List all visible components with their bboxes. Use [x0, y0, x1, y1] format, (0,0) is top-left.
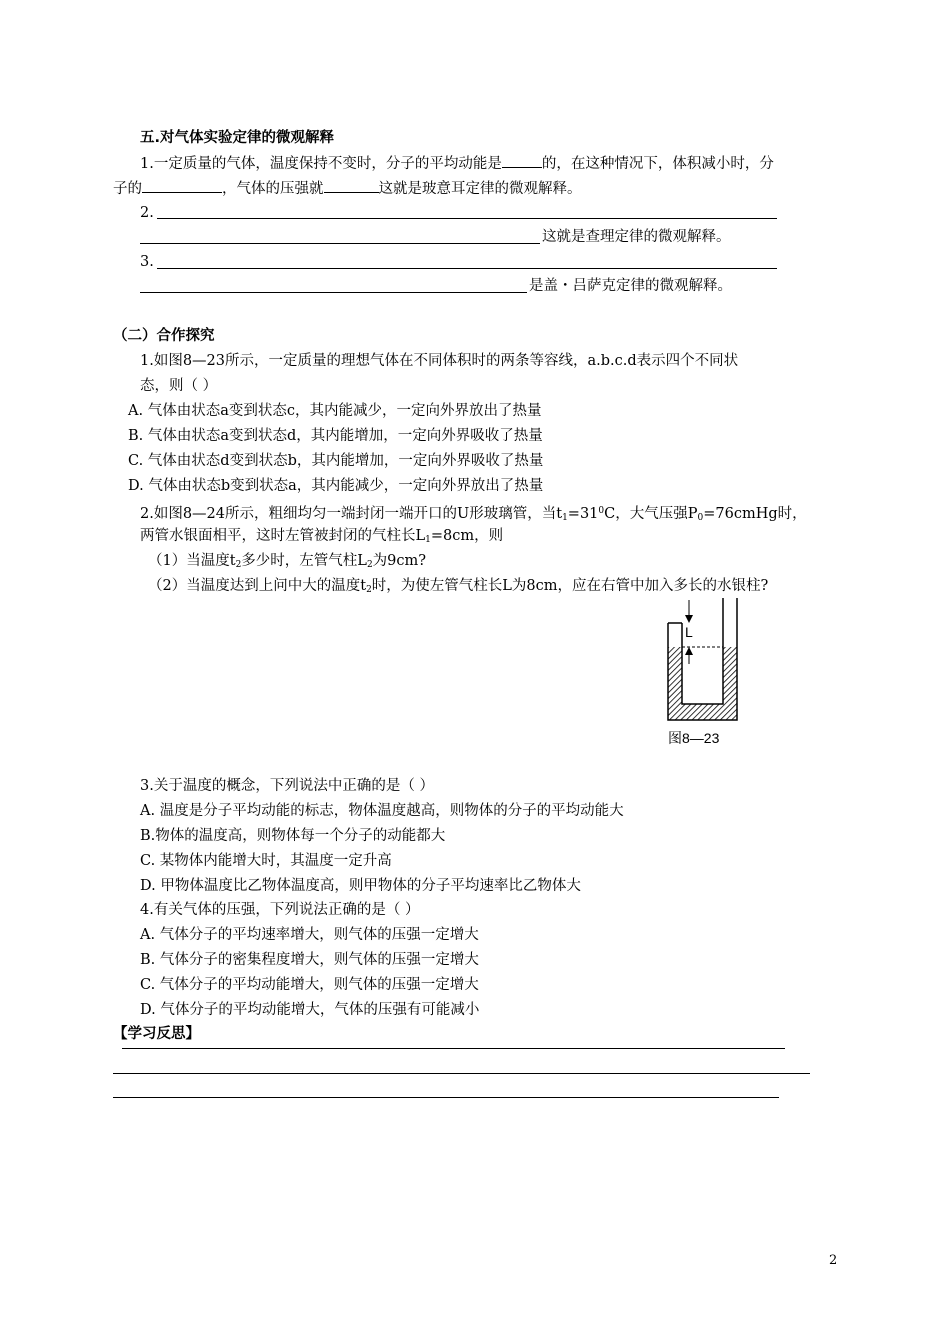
- p2-s2-sub: 2: [366, 585, 372, 595]
- p2-sub-question-1: [148, 551, 426, 575]
- p2-text-d: =76cmHg时，: [703, 506, 807, 522]
- q2-num: 2.: [140, 205, 154, 221]
- p2-sub-question-2: [148, 576, 768, 600]
- p3-option-d[interactable]: D. 甲物体温度比乙物体温度高，则甲物体的分子平均速率比乙物体大: [140, 878, 581, 894]
- reflection-line-2[interactable]: [113, 1073, 810, 1074]
- q3-answer-line-1[interactable]: [157, 268, 777, 269]
- q1-line2: [113, 178, 582, 199]
- q1-blank-2[interactable]: [142, 178, 222, 193]
- q3-num: 3.: [140, 254, 154, 270]
- p3-option-c[interactable]: C. 某物体内能增大时，其温度一定升高: [140, 853, 392, 869]
- p2-cont-sub: 1: [425, 535, 431, 545]
- p3-option-a[interactable]: A. 温度是分子平均动能的标志，物体温度越高，则物体的分子的平均动能大: [140, 803, 624, 819]
- q1-blank-1[interactable]: [502, 153, 542, 168]
- p4-option-a[interactable]: A. 气体分子的平均速率增大，则气体的压强一定增大: [140, 927, 479, 943]
- coop-title: （二）合作探究: [113, 328, 215, 344]
- q2-answer-line-1[interactable]: [157, 218, 777, 219]
- p1-option-c[interactable]: C. 气体由状态d变到状态b，其内能增加，一定向外界吸收了热量: [128, 453, 544, 469]
- page-number: 2: [829, 1253, 838, 1268]
- p1-option-b[interactable]: B. 气体由状态a变到状态d，其内能增加，一定向外界吸收了热量: [128, 428, 543, 444]
- fig-label-l: L: [685, 624, 693, 640]
- q2-tail: 这就是查理定律的微观解释。: [542, 229, 731, 245]
- p1-question-cont: 态，则（ ）: [140, 378, 218, 394]
- p2-question: [140, 501, 807, 528]
- p4-question: 4.有关气体的压强，下列说法正确的是（ ）: [140, 902, 420, 918]
- p2-s2-a: （2）当温度达到上问中大的温度t: [148, 578, 367, 594]
- p4-option-b[interactable]: B. 气体分子的密集程度增大，则气体的压强一定增大: [140, 952, 479, 968]
- q1-blank-3[interactable]: [324, 178, 379, 193]
- p2-s2-b: 时，为使左管气柱长L为8cm，应在右管中加入多长的水银柱?: [371, 578, 769, 594]
- p1-option-d[interactable]: D. 气体由状态b变到状态a，其内能减少，一定向外界放出了热量: [128, 478, 544, 494]
- p4-option-c[interactable]: C. 气体分子的平均动能增大，则气体的压强一定增大: [140, 977, 479, 993]
- section-title: 五.对气体实验定律的微观解释: [140, 130, 335, 146]
- bottom-arrow-head: [685, 647, 693, 655]
- p2-question-cont: [140, 526, 503, 550]
- p2-sub-1: 1: [562, 513, 568, 523]
- reflection-title: 【学习反思】: [113, 1026, 200, 1042]
- p2-cont-b: =8cm，则: [430, 528, 504, 544]
- p2-sup: 0: [598, 506, 605, 516]
- p2-sub-0: 0: [697, 513, 704, 523]
- p2-s1-sub2: 2: [366, 560, 373, 570]
- q3-answer-line-2[interactable]: [140, 292, 527, 293]
- p2-text-b: =31: [567, 506, 599, 522]
- p2-text-c: C，大气压强P: [604, 506, 698, 522]
- p3-question: 3.关于温度的概念，下列说法中正确的是（ ）: [140, 778, 434, 794]
- p3-option-b[interactable]: B.物体的温度高，则物体每一个分子的动能都大: [140, 828, 446, 844]
- q1-text-c: 子的: [113, 181, 142, 197]
- p2-s1-a: （1）当温度t: [148, 553, 236, 569]
- p1-question: 1.如图8—23所示，一定质量的理想气体在不同体积时的两条等容线，a.b.c.d表示四个不同状: [140, 353, 739, 369]
- q1-text-b: 的，在这种情况下，体积减小时，分: [541, 156, 774, 172]
- q1-line1: [140, 153, 774, 174]
- p4-option-d[interactable]: D. 气体分子的平均动能增大，气体的压强有可能减小: [140, 1002, 480, 1018]
- q3-tail: 是盖・吕萨克定律的微观解释。: [529, 278, 732, 294]
- p2-s1-b: 多少时，左管气柱L: [241, 553, 367, 569]
- p2-text-a: 2.如图8—24所示，粗细均匀一端封闭一端开口的U形玻璃管，当t: [140, 506, 563, 522]
- p2-cont-a: 两管水银面相平，这时左管被封闭的气柱长L: [140, 528, 426, 544]
- u-tube-figure: [655, 598, 750, 748]
- mercury-fill: [668, 647, 737, 720]
- p2-s1-c: 为9cm?: [372, 553, 427, 569]
- reflection-line-3[interactable]: [113, 1097, 779, 1098]
- q1-text-e: 这就是玻意耳定律的微观解释。: [378, 181, 582, 197]
- q1-text-a: 1.一定质量的气体，温度保持不变时，分子的平均动能是: [140, 156, 502, 172]
- q2-answer-line-2[interactable]: [140, 243, 540, 244]
- q1-text-d: ，气体的压强就: [222, 181, 324, 197]
- reflection-line-1[interactable]: [122, 1048, 785, 1049]
- fig-caption: 图8—23: [668, 730, 720, 746]
- p1-option-a[interactable]: A. 气体由状态a变到状态c，其内能减少，一定向外界放出了热量: [128, 403, 542, 419]
- p2-s1-sub: 2: [235, 560, 242, 570]
